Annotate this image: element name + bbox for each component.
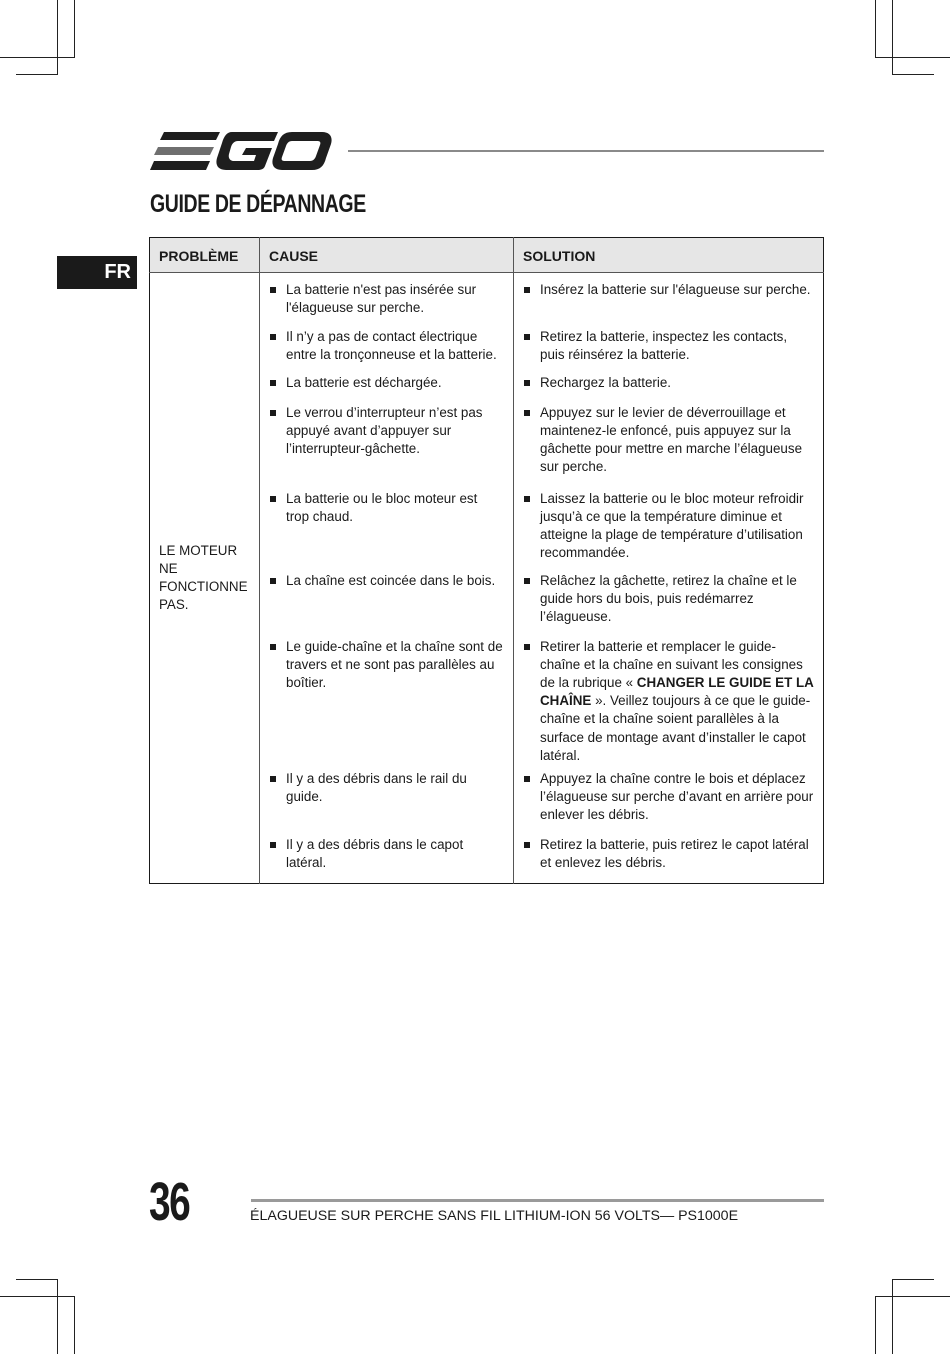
crop-mark (875, 57, 950, 58)
bullet-icon (524, 578, 530, 584)
crop-mark (57, 0, 58, 75)
crop-mark (892, 1279, 934, 1280)
cause-item: Le verrou d’interrupteur n’est pas appuyé avant d’appuyer sur l’interrupteur-gâchette. (269, 404, 503, 459)
cause-item: Il n’y a pas de contact électrique entre la tronçonneuse et la batterie. (269, 328, 503, 364)
bullet-icon (524, 334, 530, 340)
language-tab: FR (57, 256, 137, 289)
ego-logo (150, 130, 332, 172)
crop-mark (892, 1279, 893, 1354)
crop-mark (0, 1296, 75, 1297)
cause-item: La batterie est déchargée. (269, 374, 503, 392)
cause-item: Le guide-chaîne et la chaîne sont de travers et ne sont pas parallèles au boîtier. (269, 638, 503, 693)
header-rule (348, 150, 824, 152)
header-cause: CAUSE (260, 238, 514, 273)
crop-mark (57, 1279, 58, 1354)
solution-item: Appuyez la chaîne contre le bois et déplacez l’élagueuse sur perche d’avant en arrière pour enlever les débris. (523, 770, 815, 825)
solution-item: Laissez la batterie ou le bloc moteur refroidir jusqu’à ce que la température diminue et atteigne la plage de température d’utilisation recommandée. (523, 490, 815, 563)
bullet-icon (270, 776, 276, 782)
troubleshooting-table (149, 237, 824, 884)
crop-mark (74, 1296, 75, 1354)
bullet-icon (524, 842, 530, 848)
solution-item: Insérez la batterie sur l'élagueuse sur perche. (523, 281, 815, 299)
solution-item: Retirez la batterie, puis retirez le capot latéral et enlevez les débris. (523, 836, 815, 872)
footer-text: ÉLAGUEUSE SUR PERCHE SANS FIL LITHIUM-ION 56 VOLTS— PS1000E (250, 1208, 739, 1224)
bullet-icon (270, 496, 276, 502)
header-problem: PROBLÈME (150, 238, 260, 273)
bullet-icon (524, 496, 530, 502)
bullet-icon (270, 578, 276, 584)
solution-item: Appuyez sur le levier de déverrouillage et maintenez-le enfoncé, puis appuyez sur la gâchette pour mettre en marche l’élagueuse sur perche. (523, 404, 815, 477)
bullet-icon (270, 410, 276, 416)
cause-item: Il y a des débris dans le rail du guide. (269, 770, 503, 806)
bullet-icon (524, 410, 530, 416)
bullet-icon (270, 644, 276, 650)
solution-item: Retirez la batterie, inspectez les contacts, puis réinsérez la batterie. (523, 328, 815, 364)
bullet-icon (524, 776, 530, 782)
bullet-icon (524, 287, 530, 293)
cause-item: La chaîne est coincée dans le bois. (269, 572, 503, 590)
header-solution: SOLUTION (514, 238, 824, 273)
crop-mark (16, 1279, 58, 1280)
solution-item: Rechargez la batterie. (523, 374, 815, 392)
bullet-icon (270, 380, 276, 386)
cause-item: La batterie ou le bloc moteur est trop chaud. (269, 490, 503, 526)
crop-mark (875, 1296, 876, 1354)
cause-item: Il y a des débris dans le capot latéral. (269, 836, 503, 872)
bullet-icon (270, 287, 276, 293)
page-title: GUIDE DE DÉPANNAGE (150, 190, 366, 218)
section-reference: CHANGER LE GUIDE ET LA CHAÎNE (540, 674, 814, 709)
crop-mark (16, 74, 58, 75)
page-number: 36 (149, 1172, 190, 1232)
crop-mark (892, 74, 934, 75)
problem-cell: LE MOTEUR NE FONCTIONNE PAS. (150, 273, 260, 884)
table-header-row (150, 238, 824, 273)
bullet-icon (524, 644, 530, 650)
bullet-icon (524, 380, 530, 386)
table-row (150, 273, 824, 321)
solution-item: Retirer la batterie et remplacer le guide-chaîne et la chaîne en suivant les consignes de la rubrique « CHANGER LE GUIDE ET LA CHAÎNE ». Veillez toujours à ce que le guide-chaîne et la chaîne soient parallèles à la surface de montage avant d’installer le capot latéral. (523, 638, 815, 765)
crop-mark (0, 57, 75, 58)
crop-mark (892, 0, 893, 75)
crop-mark (875, 0, 876, 58)
crop-mark (875, 1296, 950, 1297)
solution-item: Relâchez la gâchette, retirez la chaîne et le guide hors du bois, puis redémarrez l’élagueuse. (523, 572, 815, 627)
crop-mark (74, 0, 75, 58)
bullet-icon (270, 334, 276, 340)
bullet-icon (270, 842, 276, 848)
footer-rule (251, 1199, 824, 1202)
cause-item: La batterie n'est pas insérée sur l'élagueuse sur perche. (269, 281, 503, 317)
